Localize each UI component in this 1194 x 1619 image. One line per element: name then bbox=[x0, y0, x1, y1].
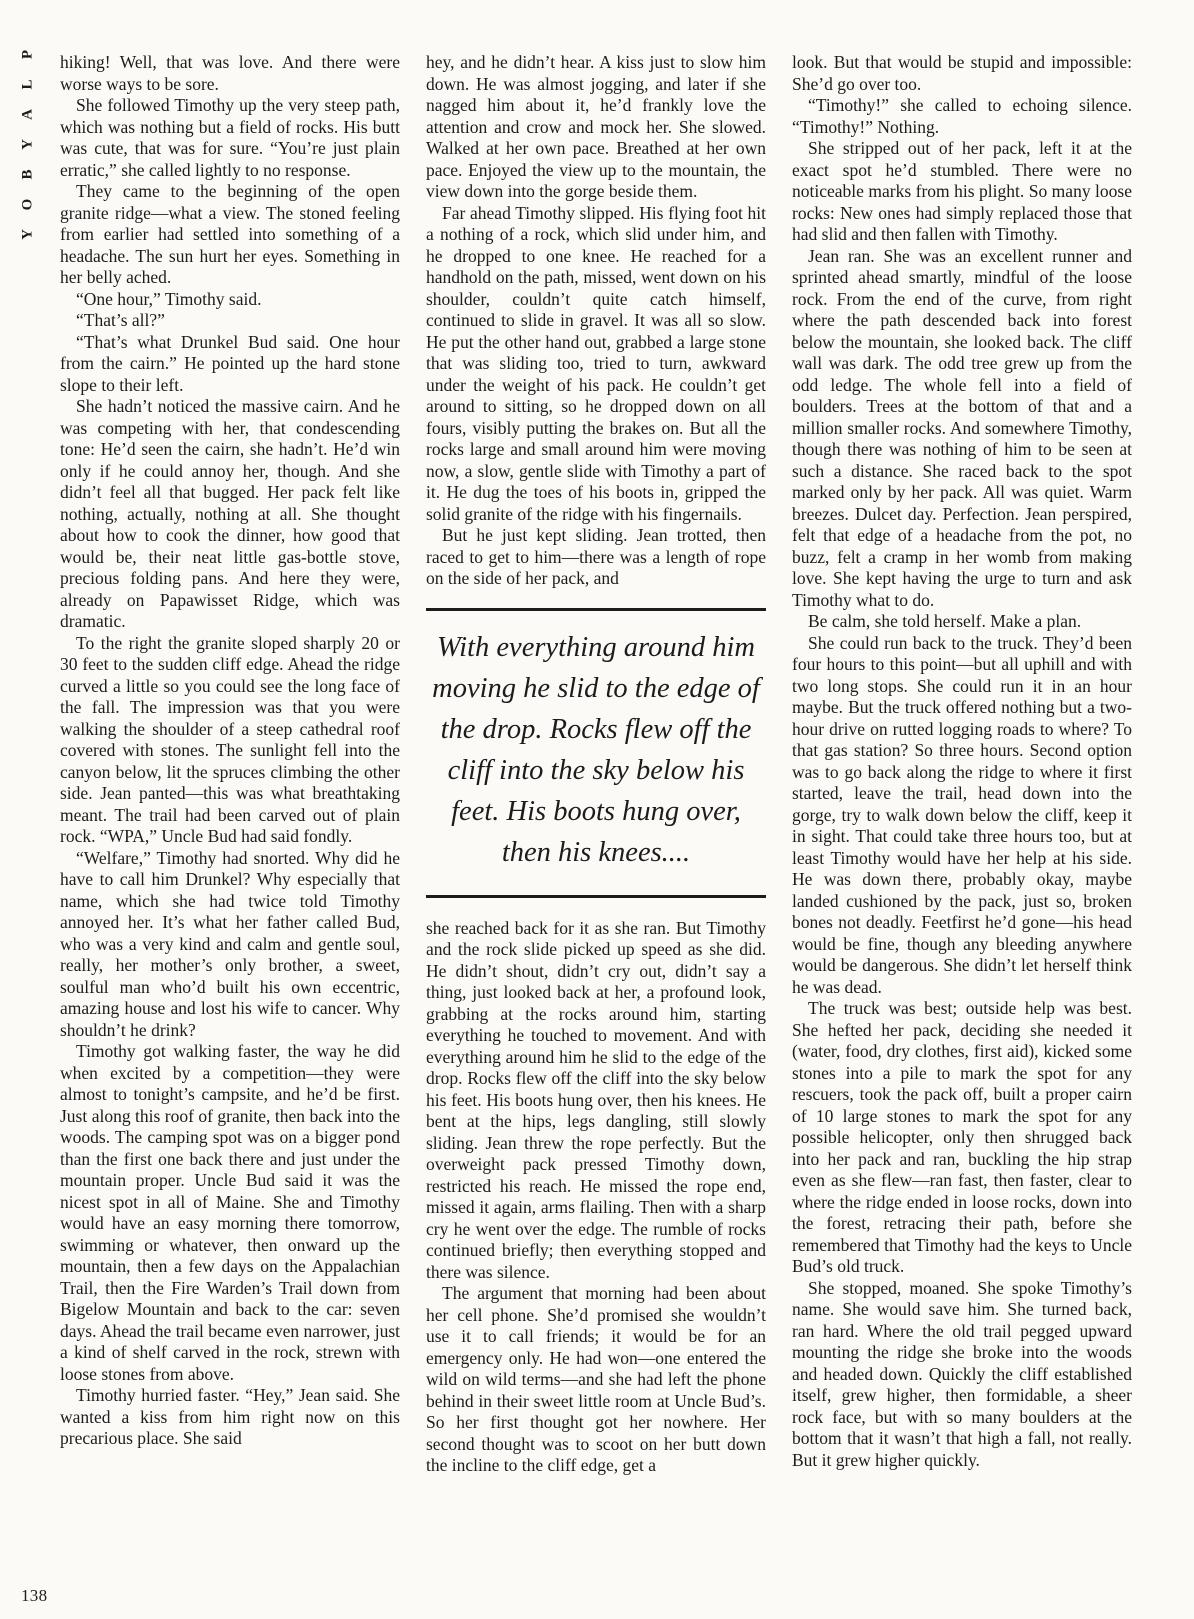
page-number: 138 bbox=[21, 1586, 48, 1605]
paragraph: But he just kept sliding. Jean trotted, then raced to get to him—there was a length of rope on the side of her pack, and bbox=[426, 525, 766, 588]
paragraph: Timothy got walking faster, the way he did when excited by a competition—they were almost to tonight’s campsite, and he’d be first. Just along this roof of granite, then back into the woods. The camping spot was on a bigger pond than the first one back there and just under the mountain proper. Uncle Bud said it was the nicest spot in all of Maine. She and Timothy would have an easy morning there tomorrow, swimming or whatever, then onward up the mountain, then a few days on the Appalachian Trail, then the Fire Warden’s Trail down from Bigelow Mountain and back to the car: seven days. Ahead the trail became even narrower, just a kind of shelf carved in the rock, strewn with loose stones from above. bbox=[60, 1041, 400, 1384]
column-2-top bbox=[426, 52, 766, 590]
paragraph: She followed Timothy up the very steep path, which was nothing but a field of rocks. His butt was cute, that was for sure. “You’re just plain erratic,” she called lightly to no response. bbox=[60, 95, 400, 180]
masthead-letter: L bbox=[19, 79, 36, 90]
masthead-letter: P bbox=[19, 49, 36, 60]
pull-quote: With everything around him moving he slid to the edge of the drop. Rocks flew off the cliff into the sky below his feet. His boots hung over, then his knees.... bbox=[426, 608, 766, 898]
masthead bbox=[20, 46, 36, 256]
paragraph: She stopped, moaned. She spoke Timothy’s name. She would save him. She turned back, ran hard. Where the old trail pegged upward mounting the ridge she broke into the woods and headed down. Quickly the cliff established itself, grew higher, then formidable, a sheer rock face, but with so many boulders at the bottom that it wasn’t that high a fall, not really. But it grew higher quickly. bbox=[792, 1277, 1132, 1470]
paragraph: She could run back to the truck. They’d been four hours to this point—but all uphill and with two long stops. She could run it in an hour maybe. But the truck offered nothing but a two-hour drive on rutted logging roads to where? To that gas station? So three hours. Second option was to go back along the ridge to where it first started, leave the trail, head down into the gorge, try to walk down below the cliff, keep it in sight. That could take three hours too, but at least Timothy would have her help at his side. He was down there, probably okay, maybe landed cushioned by the pack, just so, broken bones not deadly. Feetfirst he’d gone—his head would be fine, though any bleeding anywhere would be dangerous. She didn’t let herself think he was dead. bbox=[792, 632, 1132, 997]
paragraph: “That’s what Drunkel Bud said. One hour from the cairn.” He pointed up the hard stone slope to their left. bbox=[60, 331, 400, 395]
masthead-letter: A bbox=[19, 109, 36, 120]
paragraph: She hadn’t noticed the massive cairn. And he was competing with her, that condescending tone: He’d seen the cairn, she hadn’t. He’d win only if he could annoy her, though. And she didn’t feel all that bugged. Her pack felt like nothing, actually, nothing at all. She thought about how to cook the dinner, how good that would be, their neat little gas-bottle stove, precious folding pans. And here they were, already on Papawisset Ridge, which was dramatic. bbox=[60, 396, 400, 631]
column-2 bbox=[426, 52, 766, 1477]
paragraph: The truck was best; outside help was best. She hefted her pack, deciding she needed it (water, food, dry clothes, first aid), kicked some stones into a pile to mark the spot for any rescuers, took the pack off, built a proper cairn of 10 large stones to mark the spot for any possible helicopter, only then shrugged back into her pack and ran, buckling the hip strap even as she flew—ran fast, then faster, clear to where the ridge ended in loose rocks, down into the forest, retracing their path, before she remembered that Timothy had the keys to Uncle Bud’s old truck. bbox=[792, 998, 1132, 1276]
column-1 bbox=[60, 52, 400, 1450]
paragraph: They came to the beginning of the open granite ridge—what a view. The stoned feeling from earlier had settled into something of a headache. The sun hurt her eyes. Something in her belly ached. bbox=[60, 181, 400, 287]
paragraph: “Timothy!” she called to echoing silence. “Timothy!” Nothing. bbox=[792, 95, 1132, 137]
masthead-letter: Y bbox=[19, 229, 36, 240]
paragraph: Timothy hurried faster. “Hey,” Jean said. She wanted a kiss from him right now on this precarious place. She said bbox=[60, 1385, 400, 1448]
column-3 bbox=[792, 52, 1132, 1471]
masthead-letter: B bbox=[19, 169, 36, 180]
paragraph: Jean ran. She was an excellent runner and sprinted ahead smartly, mindful of the loose rock. From the end of the curve, from right where the path descended back into forest below the mountain, she looked back. The cliff wall was dark. The odd tree grew up from the odd ledge. The whole fell into a field of boulders. Trees at the bottom of that and a million smaller rocks. And somewhere Timothy, though there was nothing of him to be seen at such a distance. She raced back to the spot marked only by her pack. All was quiet. Warm breezes. Dulcet day. Perfection. Jean perspired, felt that edge of a headache from the pot, no buzz, felt a cramp in her womb from making love. She kept having the urge to turn and ask Timothy what to do. bbox=[792, 245, 1132, 610]
paragraph: Far ahead Timothy slipped. His flying foot hit a nothing of a rock, which slid under him, and he dropped to one knee. He reached for a handhold on the path, missed, went down on his shoulder, couldn’t quite catch himself, continued to slide in gravel. It was all so slow. He put the other hand out, grabbed a large stone that was sliding too, tried to turn, awkward under the weight of his pack. He couldn’t get around to sitting, so he dropped down on all fours, visibly putting the brakes on. But all the rocks large and small around him were moving now, a slow, gentle slide with Timothy a part of it. He dug the toes of his boots in, gripped the solid granite of the ridge with his fingernails. bbox=[426, 202, 766, 524]
paragraph: “Welfare,” Timothy had snorted. Why did he have to call him Drunkel? Why especially that name, which she had twice told Timothy annoyed her. It’s what her father called Bud, who was a very kind and calm and gentle soul, really, her mother’s only brother, a sweet, soulful man who’d built his own eccentric, amazing house and lost his wife to cancer. Why shouldn’t he drink? bbox=[60, 847, 400, 1040]
paragraph: she reached back for it as she ran. But Timothy and the rock slide picked up speed as she did. He didn’t shout, didn’t cry out, didn’t say a thing, just looked back at her, a profound look, grabbing at the rocks around him, starting everything he touched to movement. And with everything around him he slid to the edge of the drop. Rocks flew off the cliff into the sky below his feet. His boots hung over, then his knees. He bent at the hips, legs dangling, still slowly sliding. Jean threw the rope perfectly. But the overweight pack pressed Timothy down, restricted his reach. He missed the rope end, missed it again, arms flailing. Then with a sharp cry he went over the edge. The rumble of rocks continued briefly; then everything stopped and there was silence. bbox=[426, 917, 766, 1282]
paragraph: “One hour,” Timothy said. bbox=[76, 288, 262, 309]
paragraph: To the right the granite sloped sharply 20 or 30 feet to the sudden cliff edge. Ahead the ridge curved a little so you could see the long face of the fall. The impression was that you were walking the shoulder of a steep cathedral roof covered with stones. The sunlight fell into the canyon below, lit the spruces climbing the other side. Jean panted—this was what breathtaking meant. The trail had been carved out of plain rock. “WPA,” Uncle Bud had said fondly. bbox=[60, 632, 400, 846]
paragraph: “That’s all?” bbox=[76, 310, 165, 330]
paragraph: hey, and he didn’t hear. A kiss just to slow him down. He was almost jogging, and later if she nagged him about it, he’d frankly love the attention and crow and mock her. She slowed. Walked at her own pace. Breathed at her own pace. Enjoyed the view up to the mountain, the view down into the gorge beside them. bbox=[426, 52, 766, 201]
masthead-letter: O bbox=[19, 198, 36, 211]
paragraph: Be calm, she told herself. Make a plan. bbox=[808, 611, 1082, 631]
paragraph: hiking! Well, that was love. And there were worse ways to be sore. bbox=[60, 52, 400, 94]
masthead-letter: Y bbox=[19, 139, 36, 150]
paragraph: She stripped out of her pack, left it at the exact spot he’d stumbled. There were no noticeable marks from his plight. So many loose rocks: New ones had simply replaced those that had slid and then fallen with Timothy. bbox=[792, 138, 1132, 244]
paragraph: The argument that morning had been about her cell phone. She’d promised she wouldn’t use it to call friends; it would be for an emergency only. He had won—one entered the wild on wild terms—and she had left the phone behind in their sweet little room at Uncle Bud’s. So her first thought got her nowhere. Her second thought was to scoot on her butt down the incline to the cliff edge, get a bbox=[426, 1283, 766, 1475]
paragraph: look. But that would be stupid and impossible: She’d go over too. bbox=[792, 52, 1132, 94]
column-2-bottom bbox=[426, 918, 766, 1477]
